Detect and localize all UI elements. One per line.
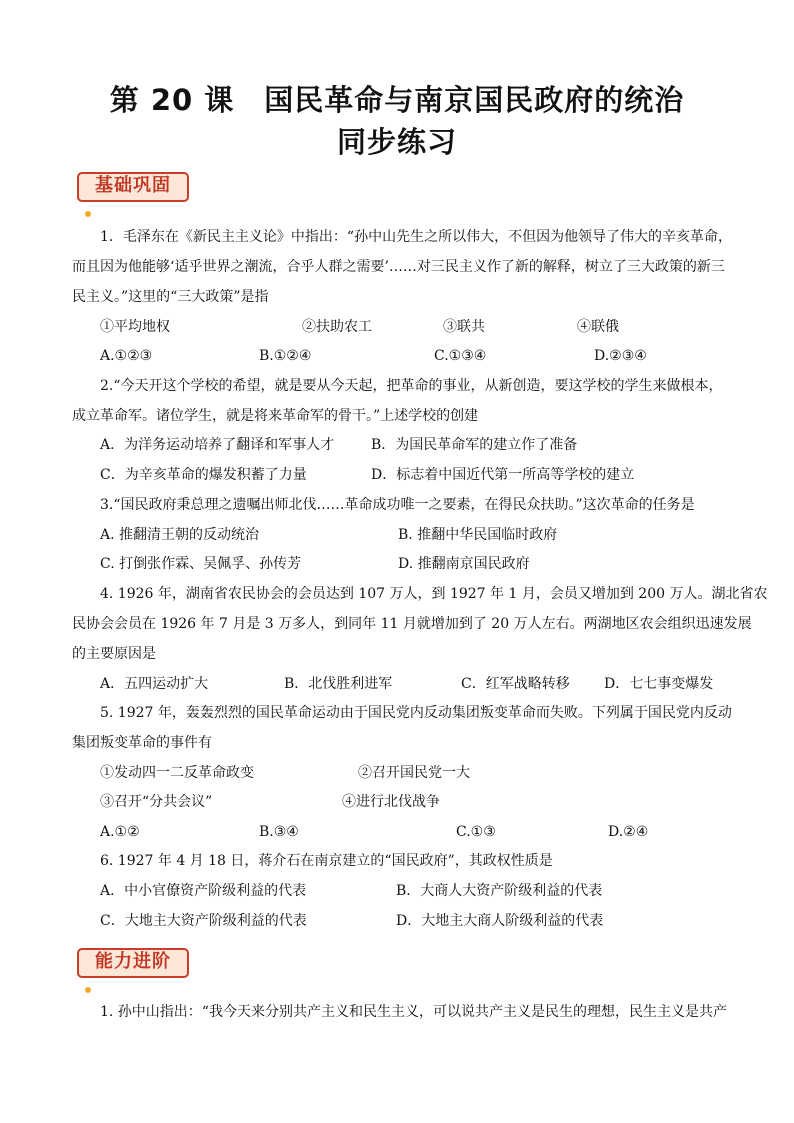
question-4-option-a: A．五四运动扩大	[100, 676, 209, 692]
dots-decoration	[85, 164, 94, 172]
question-1-item-3: ③联共	[443, 319, 485, 335]
question-3-option-c: C. 打倒张作霖、吴佩孚、孙传芳	[100, 556, 302, 572]
question-5-line-2: 集团叛变革命的事件有	[72, 735, 212, 751]
question-4-option-b: B．北伐胜利进军	[284, 676, 393, 692]
question-2-line-1: 2.“今天开这个学校的希望，就是要从今天起，把革命的事业，从新创造，要这学校的学生来做根本，	[100, 378, 723, 394]
advanced-question-1-line-1: 1. 孙中山指出：“我今天来分别共产主义和民生主义，可以说共产主义是民生的理想，民生主义是共产	[100, 1004, 727, 1020]
question-6-option-b: B．大商人大资产阶级利益的代表	[396, 883, 603, 899]
question-4-option-c: C．红军战略转移	[461, 676, 570, 692]
question-5-option-a: A.①②	[100, 824, 140, 840]
section-label: 基础巩固	[95, 175, 171, 196]
question-6-line-1: 6. 1927 年 4 月 18 日，蒋介石在南京建立的“国民政府”，其政权性质是	[100, 853, 553, 869]
question-3-option-d: D. 推翻南京国民政府	[398, 556, 530, 572]
question-2-line-2: 成立革命军。诸位学生，就是将来革命军的骨干。”上述学校的创建	[72, 408, 479, 424]
question-5-item-2: ②召开国民党一大	[358, 765, 470, 781]
question-1-line-3: 民主义。”这里的“三大政策”是指	[72, 289, 269, 305]
question-1-item-4: ④联俄	[577, 319, 619, 335]
question-6-option-d: D．大地主大商人阶级利益的代表	[396, 913, 604, 929]
section-label: 能力进阶	[95, 951, 171, 972]
question-3-option-a: A. 推翻清王朝的反动统治	[100, 527, 260, 543]
question-4-option-d: D．七七事变爆发	[604, 676, 714, 692]
question-1-item-2: ②扶助农工	[302, 319, 372, 335]
question-2-option-a: A．为洋务运动培养了翻译和军事人才	[100, 437, 335, 453]
question-1-line-1: 1．毛泽东在《新民主主义论》中指出：“孙中山先生之所以伟大，不但因为他领导了伟大的辛亥革命，	[100, 229, 733, 245]
question-3-line-1: 3.“国民政府秉总理之遗嘱出师北伐……革命成功唯一之要素，在得民众扶助。”这次革命的任务是	[100, 497, 695, 513]
question-1-option-a: A.①②③	[100, 348, 153, 364]
question-1-line-2: 而且因为他能够‘适乎世界之潮流，合乎人群之需要’……对三民主义作了新的解释，树立了三大政策的新三	[72, 259, 725, 275]
page-title: 第 20 课 国民革命与南京国民政府的统治	[109, 83, 685, 117]
dots-decoration	[85, 940, 94, 948]
question-5-item-4: ④进行北伐战争	[342, 794, 440, 810]
question-2-option-b: B．为国民革命军的建立作了准备	[371, 437, 578, 453]
question-6-option-a: A．中小官僚资产阶级利益的代表	[100, 883, 307, 899]
question-4-line-2: 民协会会员在 1926 年 7 月是 3 万多人，到同年 11 月就增加到了 20 万人左右。两湖地区农会组织迅速发展	[72, 616, 752, 632]
question-6-option-c: C．大地主大资产阶级利益的代表	[100, 913, 307, 929]
question-5-option-b: B.③④	[259, 824, 299, 840]
question-1-option-b: B.①②④	[259, 348, 312, 364]
page-subtitle: 同步练习	[336, 125, 457, 159]
question-1-item-1: ①平均地权	[100, 319, 170, 335]
question-4-line-1: 4. 1926 年，湖南省农民协会的会员达到 107 万人，到 1927 年 1 月，会员又增加到 200 万人。湖北省农	[100, 586, 768, 602]
question-1-option-c: C.①③④	[434, 348, 487, 364]
question-5-option-c: C.①③	[456, 824, 496, 840]
question-5-option-d: D.②④	[608, 824, 649, 840]
question-5-line-1: 5. 1927 年，轰轰烈烈的国民革命运动由于国民党内反动集团叛变革命而失败。下列属于国民党内反动	[100, 705, 732, 721]
question-3-option-b: B. 推翻中华民国临时政府	[398, 527, 558, 543]
question-2-option-d: D．标志着中国近代第一所高等学校的建立	[371, 467, 635, 483]
question-2-option-c: C．为辛亥革命的爆发积蓄了力量	[100, 467, 307, 483]
question-1-option-d: D.②③④	[594, 348, 647, 364]
question-5-item-3: ③召开“分共会议”	[100, 794, 213, 810]
question-5-item-1: ①发动四一二反革命政变	[100, 765, 254, 781]
question-4-line-3: 的主要原因是	[72, 646, 156, 662]
